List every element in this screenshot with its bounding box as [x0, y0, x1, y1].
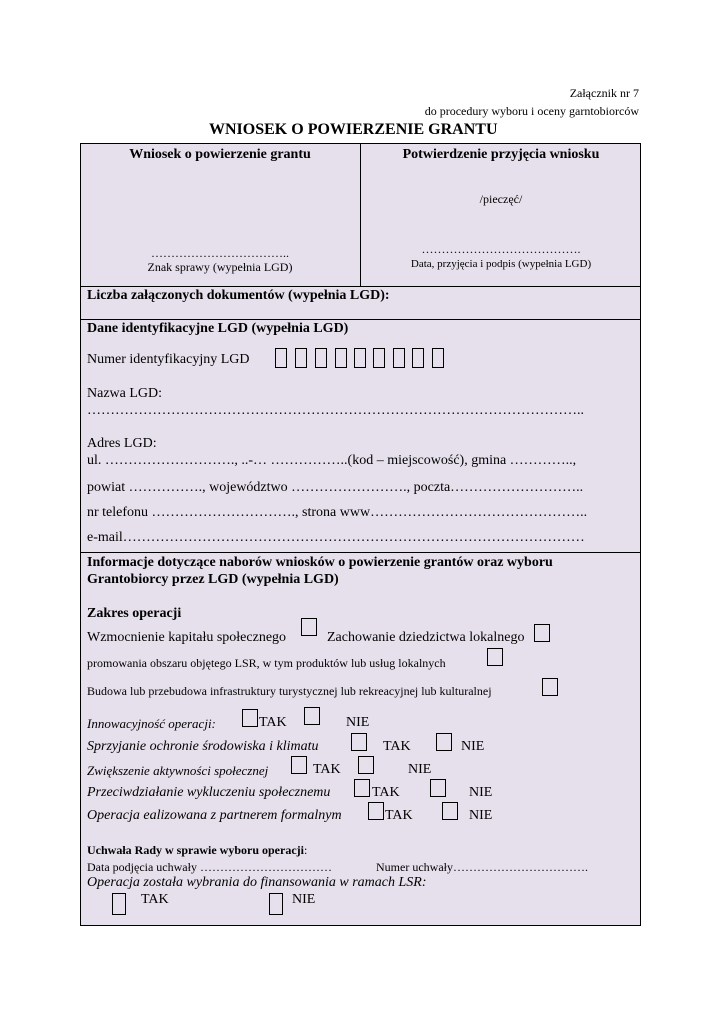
exclusion-yes-checkbox[interactable] — [354, 779, 370, 797]
lgd-name-field[interactable]: …………………………………………………………………………………………….. — [87, 403, 584, 418]
environment-yes-label: TAK — [383, 739, 411, 754]
info-heading-line2: Grantobiorcy przez LGD (wypełnia LGD) — [87, 572, 339, 587]
innovation-question: Innowacyjność operacji: — [87, 716, 216, 731]
resolution-heading-colon: : — [304, 843, 308, 857]
receipt-caption: Data, przyjęcia i podpis (wypełnia LGD) — [410, 258, 592, 270]
partner-no-label: NIE — [469, 808, 493, 823]
option-social-capital-checkbox[interactable] — [301, 618, 317, 636]
page-title: WNIOSEK O POWIERZENIE GRANTU — [209, 121, 498, 138]
lgd-name-label: Nazwa LGD: — [87, 386, 163, 401]
phone-website-line[interactable]: nr telefonu …………………………., strona www……………………………………….. — [87, 505, 588, 520]
stamp-placeholder: /pieczęć/ — [479, 192, 523, 206]
resolution-heading-text: Uchwała Rady w sprawie wyboru operacji — [87, 843, 304, 857]
innovation-yes-checkbox[interactable] — [242, 709, 258, 727]
annex-number: Załącznik nr 7 — [569, 86, 639, 100]
exclusion-yes-label: TAK — [372, 785, 400, 800]
lgd-id-digit-box[interactable] — [373, 348, 385, 368]
lgd-id-digit-box[interactable] — [354, 348, 366, 368]
innovation-no-checkbox[interactable] — [304, 707, 320, 725]
partner-yes-label: TAK — [385, 808, 413, 823]
selected-yes-checkbox[interactable] — [112, 893, 126, 915]
partner-yes-checkbox[interactable] — [368, 802, 384, 820]
exclusion-question: Przeciwdziałanie wykluczeniu społecznemu — [87, 785, 331, 800]
lgd-id-digit-box[interactable] — [315, 348, 327, 368]
lgd-id-digit-box[interactable] — [412, 348, 424, 368]
lgd-address-label: Adres LGD: — [87, 436, 157, 451]
exclusion-no-label: NIE — [469, 785, 493, 800]
innovation-yes-label: TAK — [259, 715, 287, 730]
scope-heading: Zakres operacji — [87, 606, 182, 621]
option-promotion-label: promowania obszaru objętego LSR, w tym produktów lub usług lokalnych — [87, 656, 446, 670]
selected-no-checkbox[interactable] — [269, 893, 283, 915]
option-heritage-label: Zachowanie dziedzictwa lokalnego — [327, 630, 525, 645]
partner-question: Operacja ealizowana z partnerem formalnym — [87, 808, 342, 823]
lgd-id-label: Numer identyfikacyjny LGD — [87, 352, 250, 367]
activity-no-checkbox[interactable] — [358, 756, 374, 774]
lgd-id-digit-box[interactable] — [393, 348, 405, 368]
environment-yes-checkbox[interactable] — [351, 733, 367, 751]
lgd-id-digit-box[interactable] — [335, 348, 347, 368]
exclusion-no-checkbox[interactable] — [430, 779, 446, 797]
partner-no-checkbox[interactable] — [442, 802, 458, 820]
application-heading: Wniosek o powierzenie grantu — [129, 147, 311, 162]
option-infrastructure-label: Budowa lub przebudowa infrastruktury turystycznej lub rekreacyjnej lub kulturalnej — [87, 684, 492, 698]
option-infrastructure-checkbox[interactable] — [542, 678, 558, 696]
address-street-line[interactable]: ul. ………………………., ..-… ……………..(kod – miejscowość), gmina ………….., — [87, 453, 577, 468]
environment-no-checkbox[interactable] — [436, 733, 452, 751]
lgd-id-digit-box[interactable] — [432, 348, 444, 368]
case-number-caption: Znak sprawy (wypełnia LGD) — [147, 260, 293, 274]
environment-no-label: NIE — [461, 739, 485, 754]
receipt-signature-field[interactable]: …………………………………. — [421, 242, 581, 256]
resolution-number-field[interactable]: Numer uchwały……………………………. — [376, 860, 588, 874]
option-heritage-checkbox[interactable] — [534, 624, 550, 642]
selected-question: Operacja została wybrania do finansowania w ramach LSR: — [87, 875, 427, 890]
resolution-heading — [87, 843, 307, 858]
environment-question: Sprzyjanie ochronie środowiska i klimatu — [87, 739, 319, 754]
receipt-heading: Potwierdzenie przyjęcia wniosku — [402, 147, 600, 162]
email-line[interactable]: e-mail……………………………………………………………………………………… — [87, 530, 585, 545]
case-number-field[interactable]: …………………………….. — [151, 246, 289, 260]
activity-yes-checkbox[interactable] — [291, 756, 307, 774]
innovation-no-label: NIE — [346, 715, 370, 730]
lgd-id-digit-box[interactable] — [275, 348, 287, 368]
option-promotion-checkbox[interactable] — [487, 648, 503, 666]
activity-question: Zwiększenie aktywności społecznej — [87, 763, 269, 778]
attachments-count-label: Liczba załączonych dokumentów (wypełnia LGD): — [87, 288, 390, 303]
resolution-date-field[interactable]: Data podjęcia uchwały …………………………… — [87, 860, 332, 874]
address-county-line[interactable]: powiat ……………., województwo ……………………., poczta……………………….. — [87, 480, 584, 495]
option-social-capital-label: Wzmocnienie kapitału społecznego — [87, 630, 287, 645]
info-heading-line1: Informacje dotyczące naborów wniosków o powierzenie grantów oraz wyboru — [87, 555, 553, 570]
lgd-heading: Dane identyfikacyjne LGD (wypełnia LGD) — [87, 321, 349, 336]
activity-no-label: NIE — [408, 762, 432, 777]
selected-no-label: NIE — [292, 892, 316, 907]
procedure-reference: do procedury wyboru i oceny garntobiorców — [424, 104, 639, 118]
lgd-id-digit-box[interactable] — [295, 348, 307, 368]
selected-yes-label: TAK — [141, 892, 169, 907]
activity-yes-label: TAK — [313, 762, 341, 777]
